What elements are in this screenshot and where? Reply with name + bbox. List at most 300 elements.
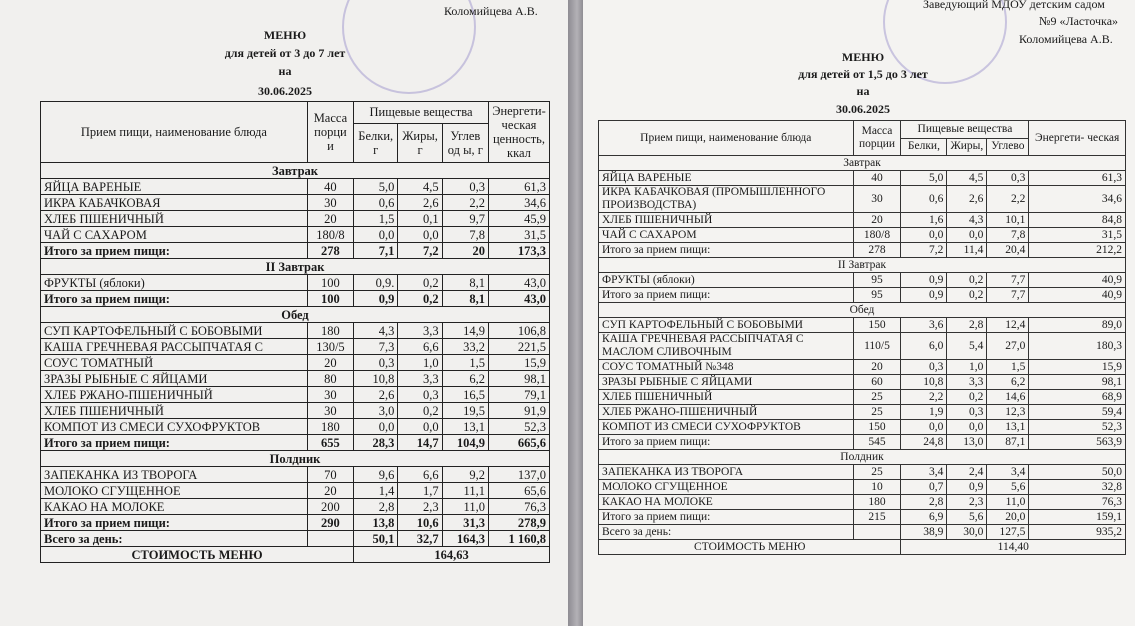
dish-value: 13,1 xyxy=(987,420,1029,435)
dish-value: 8,1 xyxy=(442,275,488,291)
total-value: 14,7 xyxy=(398,435,442,451)
page-gap xyxy=(568,0,583,626)
total-label: Итого за прием пищи: xyxy=(41,243,308,259)
dish-value: 5,4 xyxy=(947,333,987,360)
dish-value: 9,6 xyxy=(354,467,398,483)
cost-row xyxy=(41,547,550,563)
header-mass: Масса порции xyxy=(853,121,901,156)
menu-subtitle: для детей от 1,5 до 3 лет xyxy=(798,67,928,81)
dish-value: 5,6 xyxy=(987,480,1029,495)
dish-value: 25 xyxy=(853,390,901,405)
section-title: Завтрак xyxy=(41,163,550,179)
dish-value: 27,0 xyxy=(987,333,1029,360)
header-mass: Масса порци и xyxy=(307,102,353,163)
dish-name: СОУС ТОМАТНЫЙ №348 xyxy=(599,360,854,375)
total-label: Итого за прием пищи: xyxy=(599,243,854,258)
dish-value: 0,2 xyxy=(398,275,442,291)
dish-value: 150 xyxy=(853,420,901,435)
section-title: Обед xyxy=(599,303,1126,318)
header-protein: Белки, г xyxy=(354,123,398,162)
total-value: 655 xyxy=(307,435,353,451)
total-value: 31,3 xyxy=(442,515,488,531)
total-value: 100 xyxy=(307,291,353,307)
dish-value: 95 xyxy=(853,273,901,288)
dish-value: 98,1 xyxy=(488,371,549,387)
dish-value: 0,0 xyxy=(901,228,947,243)
day-total-value xyxy=(307,531,353,547)
dish-value: 76,3 xyxy=(488,499,549,515)
dish-value: 1,4 xyxy=(354,483,398,499)
dish-value: 2,2 xyxy=(442,195,488,211)
dish-name: КОМПОТ ИЗ СМЕСИ СУХОФРУКТОВ xyxy=(41,419,308,435)
dish-row xyxy=(599,405,1126,420)
dish-value: 20 xyxy=(853,213,901,228)
total-value: 11,4 xyxy=(947,243,987,258)
dish-name: КАКАО НА МОЛОКЕ xyxy=(599,495,854,510)
dish-name: ЧАЙ С САХАРОМ xyxy=(41,227,308,243)
menu-table xyxy=(598,120,1126,555)
dish-value: 10,8 xyxy=(901,375,947,390)
total-label: Итого за прием пищи: xyxy=(41,291,308,307)
dish-value: 16,5 xyxy=(442,387,488,403)
dish-row xyxy=(599,273,1126,288)
dish-value: 150 xyxy=(853,318,901,333)
dish-value: 7,7 xyxy=(987,273,1029,288)
dish-value: 0,0 xyxy=(354,227,398,243)
dish-name: ЗРАЗЫ РЫБНЫЕ С ЯЙЦАМИ xyxy=(41,371,308,387)
dish-name: СУП КАРТОФЕЛЬНЫЙ С БОБОВЫМИ xyxy=(599,318,854,333)
menu-on: на xyxy=(278,64,292,78)
menu-table xyxy=(40,101,550,563)
menu-on: на xyxy=(856,84,870,98)
dish-row xyxy=(41,227,550,243)
section-row xyxy=(599,303,1126,318)
dish-value: 15,9 xyxy=(1029,360,1126,375)
header-dish: Прием пищи, наименование блюда xyxy=(41,102,308,163)
dish-name: СОУС ТОМАТНЫЙ xyxy=(41,355,308,371)
dish-value: 25 xyxy=(853,465,901,480)
section-title: II Завтрак xyxy=(599,258,1126,273)
dish-value: 34,6 xyxy=(488,195,549,211)
dish-value: 52,3 xyxy=(488,419,549,435)
dish-value: 45,9 xyxy=(488,211,549,227)
total-row xyxy=(41,515,550,531)
dish-value: 7,8 xyxy=(987,228,1029,243)
total-row xyxy=(599,435,1126,450)
dish-value: 0,6 xyxy=(901,186,947,213)
dish-value: 180/8 xyxy=(853,228,901,243)
day-total-value: 1 160,8 xyxy=(488,531,549,547)
dish-row xyxy=(41,323,550,339)
dish-row xyxy=(41,195,550,211)
total-value: 7,2 xyxy=(398,243,442,259)
dish-value: 11,1 xyxy=(442,483,488,499)
dish-value: 2,6 xyxy=(398,195,442,211)
dish-value: 0,2 xyxy=(947,273,987,288)
dish-value: 1,5 xyxy=(354,211,398,227)
total-value: 0,2 xyxy=(398,291,442,307)
menu-date: 30.06.2025 xyxy=(836,102,890,116)
dish-name: ХЛЕБ ПШЕНИЧНЫЙ xyxy=(599,390,854,405)
dish-value: 98,1 xyxy=(1029,375,1126,390)
dish-name: КАКАО НА МОЛОКЕ xyxy=(41,499,308,515)
approver-name: Коломийцева А.В. xyxy=(1019,32,1113,46)
dish-value: 6,2 xyxy=(987,375,1029,390)
dish-value: 20 xyxy=(307,355,353,371)
dish-value: 100 xyxy=(307,275,353,291)
dish-value: 6,6 xyxy=(398,339,442,355)
total-value: 563,9 xyxy=(1029,435,1126,450)
dish-value: 0,9. xyxy=(354,275,398,291)
dish-row xyxy=(41,275,550,291)
menu-subtitle: для детей от 3 до 7 лет xyxy=(224,46,346,60)
dish-value: 61,3 xyxy=(488,179,549,195)
dish-value: 5,0 xyxy=(354,179,398,195)
dish-value: 0,3 xyxy=(354,355,398,371)
dish-row xyxy=(41,483,550,499)
header-row xyxy=(599,121,1126,139)
header-energy: Энергети- ческая ценность, ккал xyxy=(488,102,549,163)
dish-value: 0,3 xyxy=(947,405,987,420)
total-row xyxy=(599,510,1126,525)
dish-row xyxy=(599,420,1126,435)
dish-value: 0,0 xyxy=(398,419,442,435)
total-value: 6,9 xyxy=(901,510,947,525)
dish-value: 3,3 xyxy=(398,323,442,339)
dish-row xyxy=(41,179,550,195)
total-row xyxy=(599,288,1126,303)
dish-value: 7,8 xyxy=(442,227,488,243)
total-value: 0,9 xyxy=(901,288,947,303)
dish-value: 34,6 xyxy=(1029,186,1126,213)
dish-value: 20 xyxy=(307,211,353,227)
dish-value: 9,2 xyxy=(442,467,488,483)
dish-value: 89,0 xyxy=(1029,318,1126,333)
dish-value: 30 xyxy=(853,186,901,213)
dish-value: 180 xyxy=(853,495,901,510)
dish-value: 31,5 xyxy=(1029,228,1126,243)
dish-row xyxy=(41,467,550,483)
dish-value: 11,0 xyxy=(987,495,1029,510)
total-value: 43,0 xyxy=(488,291,549,307)
menu-title: МЕНЮ xyxy=(263,28,307,42)
day-total-value: 50,1 xyxy=(354,531,398,547)
total-value: 7,2 xyxy=(901,243,947,258)
dish-name: ИКРА КАБАЧКОВАЯ (ПРОМЫШЛЕННОГО ПРОИЗВОДСТВА) xyxy=(599,186,854,213)
dish-value: 2,8 xyxy=(901,495,947,510)
dish-value: 32,8 xyxy=(1029,480,1126,495)
dish-name: КОМПОТ ИЗ СМЕСИ СУХОФРУКТОВ xyxy=(599,420,854,435)
dish-value: 1,5 xyxy=(442,355,488,371)
dish-value: 180 xyxy=(307,323,353,339)
dish-value: 91,9 xyxy=(488,403,549,419)
dish-value: 80 xyxy=(307,371,353,387)
dish-value: 7,3 xyxy=(354,339,398,355)
dish-value: 30 xyxy=(307,387,353,403)
dish-name: ХЛЕБ ПШЕНИЧНЫЙ xyxy=(599,213,854,228)
dish-value: 10,8 xyxy=(354,371,398,387)
dish-value: 0,6 xyxy=(354,195,398,211)
section-title: Полдник xyxy=(41,451,550,467)
total-value: 13,8 xyxy=(354,515,398,531)
dish-value: 6,0 xyxy=(901,333,947,360)
header-energy: Энергети- ческая xyxy=(1029,121,1126,156)
dish-name: СУП КАРТОФЕЛЬНЫЙ С БОБОВЫМИ xyxy=(41,323,308,339)
section-row xyxy=(41,451,550,467)
dish-value: 3,0 xyxy=(354,403,398,419)
total-value: 0,2 xyxy=(947,288,987,303)
section-title: II Завтрак xyxy=(41,259,550,275)
day-total-row xyxy=(41,531,550,547)
total-value: 24,8 xyxy=(901,435,947,450)
dish-value: 3,6 xyxy=(901,318,947,333)
header-row xyxy=(41,102,550,124)
dish-value: 110/5 xyxy=(853,333,901,360)
section-row xyxy=(599,156,1126,171)
dish-value: 6,6 xyxy=(398,467,442,483)
dish-value: 84,8 xyxy=(1029,213,1126,228)
dish-name: ЗАПЕКАНКА ИЗ ТВОРОГА xyxy=(599,465,854,480)
section-row xyxy=(41,307,550,323)
dish-value: 0,2 xyxy=(398,403,442,419)
approver-position: Заведующий МДОУ детским садом xyxy=(923,0,1105,11)
dish-name: КАША ГРЕЧНЕВАЯ РАССЫПЧАТАЯ С МАСЛОМ СЛИВОЧНЫМ xyxy=(599,333,854,360)
dish-value: 65,6 xyxy=(488,483,549,499)
dish-value: 33,2 xyxy=(442,339,488,355)
day-total-value: 32,7 xyxy=(398,531,442,547)
dish-name: ИКРА КАБАЧКОВАЯ xyxy=(41,195,308,211)
total-value: 278 xyxy=(307,243,353,259)
dish-value: 3,3 xyxy=(398,371,442,387)
dish-value: 4,5 xyxy=(398,179,442,195)
dish-value: 25 xyxy=(853,405,901,420)
dish-value: 10 xyxy=(853,480,901,495)
total-row xyxy=(599,243,1126,258)
dish-value: 2,6 xyxy=(947,186,987,213)
total-row xyxy=(41,291,550,307)
section-title: Завтрак xyxy=(599,156,1126,171)
total-value: 104,9 xyxy=(442,435,488,451)
dish-name: ЗАПЕКАНКА ИЗ ТВОРОГА xyxy=(41,467,308,483)
day-total-value xyxy=(853,525,901,540)
total-value: 87,1 xyxy=(987,435,1029,450)
dish-value: 2,2 xyxy=(987,186,1029,213)
total-value: 7,1 xyxy=(354,243,398,259)
dish-value: 61,3 xyxy=(1029,171,1126,186)
header-dish: Прием пищи, наименование блюда xyxy=(599,121,854,156)
total-row xyxy=(41,243,550,259)
day-total-value: 935,2 xyxy=(1029,525,1126,540)
dish-value: 0,9 xyxy=(947,480,987,495)
dish-value: 2,8 xyxy=(947,318,987,333)
dish-value: 14,9 xyxy=(442,323,488,339)
dish-row xyxy=(41,419,550,435)
dish-value: 59,4 xyxy=(1029,405,1126,420)
dish-value: 0,0 xyxy=(947,228,987,243)
day-total-label: Всего за день: xyxy=(41,531,308,547)
dish-value: 137,0 xyxy=(488,467,549,483)
menu-sheet-younger xyxy=(583,0,1135,626)
dish-value: 106,8 xyxy=(488,323,549,339)
dish-value: 1,0 xyxy=(947,360,987,375)
total-value: 212,2 xyxy=(1029,243,1126,258)
dish-value: 4,5 xyxy=(947,171,987,186)
header-fat: Жиры, г xyxy=(398,123,442,162)
total-value: 40,9 xyxy=(1029,288,1126,303)
dish-value: 6,2 xyxy=(442,371,488,387)
dish-row xyxy=(599,333,1126,360)
total-value: 20 xyxy=(442,243,488,259)
dish-value: 43,0 xyxy=(488,275,549,291)
dish-value: 11,0 xyxy=(442,499,488,515)
cost-label: СТОИМОСТЬ МЕНЮ xyxy=(599,540,901,555)
dish-value: 15,9 xyxy=(488,355,549,371)
total-value: 95 xyxy=(853,288,901,303)
dish-name: КАША ГРЕЧНЕВАЯ РАССЫПЧАТАЯ С xyxy=(41,339,308,355)
dish-name: МОЛОКО СГУЩЕННОЕ xyxy=(41,483,308,499)
dish-value: 1,5 xyxy=(987,360,1029,375)
dish-value: 2,3 xyxy=(947,495,987,510)
dish-value: 180 xyxy=(307,419,353,435)
dish-row xyxy=(599,360,1126,375)
section-title: Обед xyxy=(41,307,550,323)
dish-value: 70 xyxy=(307,467,353,483)
dish-value: 60 xyxy=(853,375,901,390)
dish-row xyxy=(599,465,1126,480)
dish-row xyxy=(41,403,550,419)
day-total-row xyxy=(599,525,1126,540)
dish-value: 0,7 xyxy=(901,480,947,495)
dish-value: 12,3 xyxy=(987,405,1029,420)
dish-row xyxy=(41,355,550,371)
dish-value: 180,3 xyxy=(1029,333,1126,360)
dish-value: 79,1 xyxy=(488,387,549,403)
dish-value: 1,7 xyxy=(398,483,442,499)
total-value: 28,3 xyxy=(354,435,398,451)
total-value: 8,1 xyxy=(442,291,488,307)
dish-value: 30 xyxy=(307,195,353,211)
dish-value: 0,2 xyxy=(947,390,987,405)
dish-value: 2,2 xyxy=(901,390,947,405)
dish-value: 13,1 xyxy=(442,419,488,435)
cost-label: СТОИМОСТЬ МЕНЮ xyxy=(41,547,354,563)
dish-row xyxy=(599,318,1126,333)
header-protein: Белки, xyxy=(901,138,947,156)
dish-value: 0,0 xyxy=(901,420,947,435)
dish-value: 5,0 xyxy=(901,171,947,186)
total-value: 665,6 xyxy=(488,435,549,451)
dish-value: 200 xyxy=(307,499,353,515)
dish-name: ФРУКТЫ (яблоки) xyxy=(599,273,854,288)
total-value: 545 xyxy=(853,435,901,450)
dish-value: 2,3 xyxy=(398,499,442,515)
section-row xyxy=(41,259,550,275)
dish-value: 31,5 xyxy=(488,227,549,243)
dish-value: 3,3 xyxy=(947,375,987,390)
dish-name: ХЛЕБ РЖАНО-ПШЕНИЧНЫЙ xyxy=(41,387,308,403)
total-value: 215 xyxy=(853,510,901,525)
section-row xyxy=(599,258,1126,273)
header-nutrients: Пищевые вещества xyxy=(354,102,489,124)
dish-row xyxy=(599,390,1126,405)
total-value: 20,0 xyxy=(987,510,1029,525)
total-label: Итого за прием пищи: xyxy=(599,510,854,525)
dish-value: 52,3 xyxy=(1029,420,1126,435)
dish-name: МОЛОКО СГУЩЕННОЕ xyxy=(599,480,854,495)
total-value: 290 xyxy=(307,515,353,531)
dish-name: ХЛЕБ ПШЕНИЧНЫЙ xyxy=(41,211,308,227)
dish-row xyxy=(41,371,550,387)
dish-value: 0,3 xyxy=(398,387,442,403)
dish-name: ФРУКТЫ (яблоки) xyxy=(41,275,308,291)
dish-value: 2,6 xyxy=(354,387,398,403)
dish-row xyxy=(599,186,1126,213)
day-total-value: 38,9 xyxy=(901,525,947,540)
header-fat: Жиры, xyxy=(947,138,987,156)
total-value: 278,9 xyxy=(488,515,549,531)
menu-date: 30.06.2025 xyxy=(258,84,312,98)
total-value: 0,9 xyxy=(354,291,398,307)
dish-row xyxy=(599,171,1126,186)
dish-value: 12,4 xyxy=(987,318,1029,333)
total-value: 7,7 xyxy=(987,288,1029,303)
cost-value: 164,63 xyxy=(354,547,550,563)
dish-name: ХЛЕБ ПШЕНИЧНЫЙ xyxy=(41,403,308,419)
dish-row xyxy=(599,213,1126,228)
dish-value: 1,0 xyxy=(398,355,442,371)
dish-value: 68,9 xyxy=(1029,390,1126,405)
dish-value: 130/5 xyxy=(307,339,353,355)
dish-row xyxy=(599,375,1126,390)
dish-name: ХЛЕБ РЖАНО-ПШЕНИЧНЫЙ xyxy=(599,405,854,420)
day-total-value: 127,5 xyxy=(987,525,1029,540)
total-value: 5,6 xyxy=(947,510,987,525)
dish-value: 40 xyxy=(853,171,901,186)
dish-row xyxy=(599,228,1126,243)
dish-row xyxy=(599,480,1126,495)
dish-value: 0,9 xyxy=(901,273,947,288)
dish-value: 40 xyxy=(307,179,353,195)
dish-value: 10,1 xyxy=(987,213,1029,228)
dish-row xyxy=(599,495,1126,510)
dish-value: 9,7 xyxy=(442,211,488,227)
dish-value: 0,3 xyxy=(987,171,1029,186)
dish-name: ЯЙЦА ВАРЕНЫЕ xyxy=(41,179,308,195)
dish-value: 3,4 xyxy=(987,465,1029,480)
total-label: Итого за прием пищи: xyxy=(599,288,854,303)
menu-title: МЕНЮ xyxy=(841,50,885,64)
header-carbs: Углево xyxy=(987,138,1029,156)
section-row xyxy=(599,450,1126,465)
dish-value: 0,0 xyxy=(354,419,398,435)
dish-value: 19,5 xyxy=(442,403,488,419)
total-label: Итого за прием пищи: xyxy=(41,515,308,531)
dish-row xyxy=(41,211,550,227)
dish-value: 0,0 xyxy=(398,227,442,243)
dish-value: 0,3 xyxy=(901,360,947,375)
header-nutrients: Пищевые вещества xyxy=(901,121,1029,139)
dish-value: 4,3 xyxy=(354,323,398,339)
section-row xyxy=(41,163,550,179)
total-value: 13,0 xyxy=(947,435,987,450)
cost-value: 114,40 xyxy=(901,540,1126,555)
dish-value: 180/8 xyxy=(307,227,353,243)
approver-org: №9 «Ласточка» xyxy=(1039,14,1119,28)
dish-value: 20 xyxy=(853,360,901,375)
dish-value: 20 xyxy=(307,483,353,499)
dish-name: ЯЙЦА ВАРЕНЫЕ xyxy=(599,171,854,186)
dish-row xyxy=(41,339,550,355)
